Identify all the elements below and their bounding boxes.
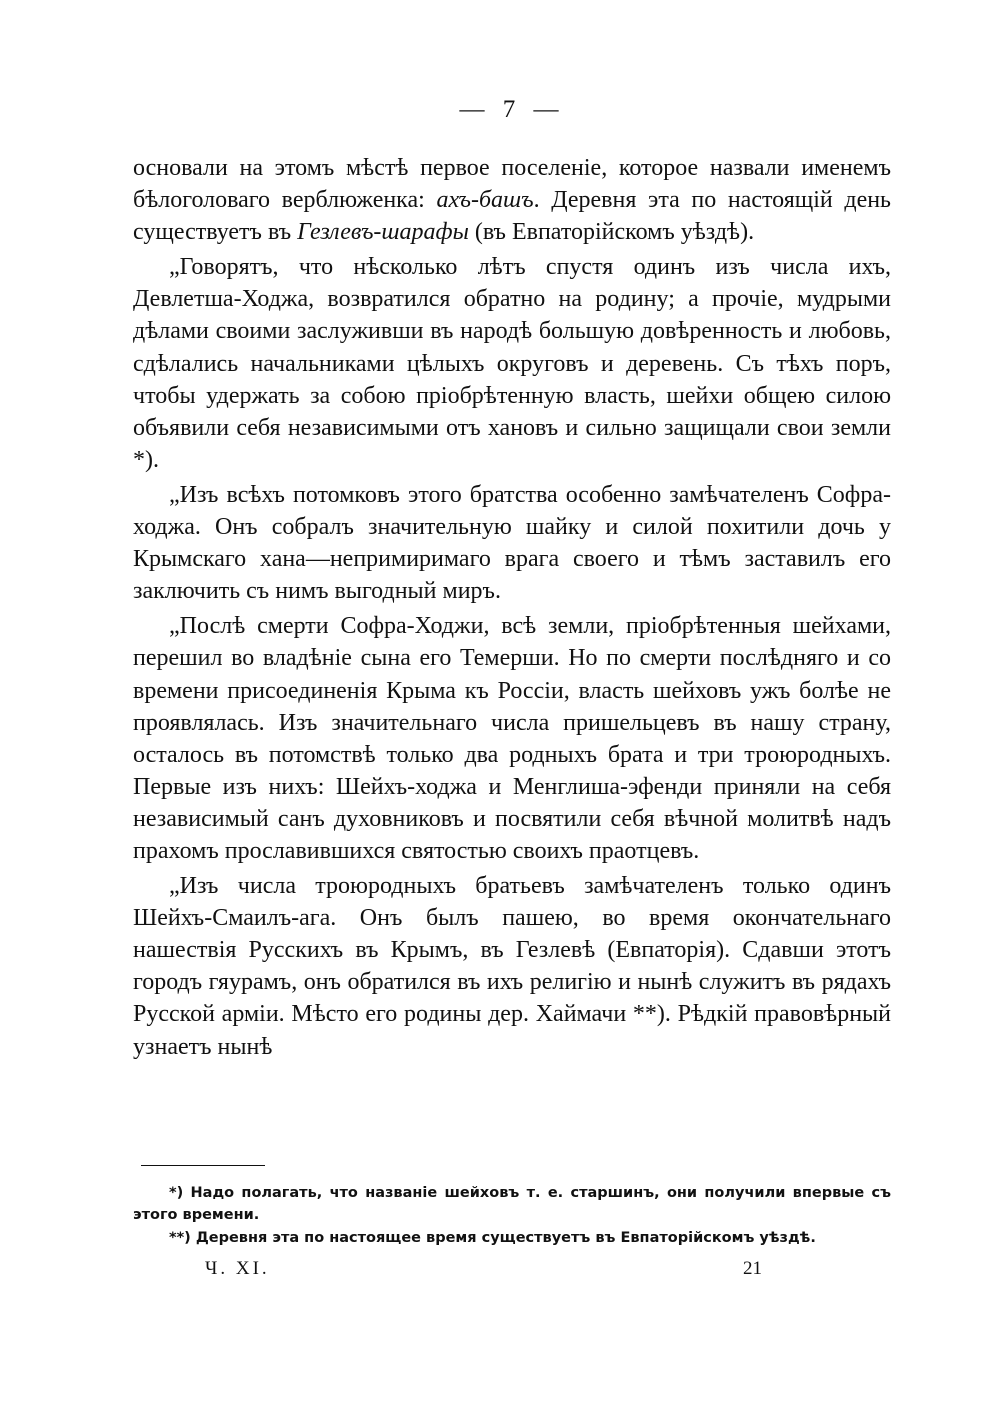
paragraph-2: „Говорятъ, что нѣсколько лѣтъ спустя одинъ изъ числа ихъ, Девлетша-Ходжа, возвратился обратно на родину; а прочіе, мудрыми дѣлами своими заслуживши въ народѣ большую довѣренность и любовь, сдѣлались начальниками цѣлыхъ округовъ и деревень. Съ тѣхъ поръ, чтобы удержать за собою пріобрѣтенную власть, шейхи общею силою объявили себя независимыми отъ хановъ и сильно защищали свои земли *). xyxy=(133,254,891,473)
footnote-1: *) Надо полагать, что названіе шейховъ т. е. старшинъ, они получили впервые съ этого времени. xyxy=(133,1185,891,1223)
page-number: — 7 — xyxy=(459,96,565,123)
paragraph-1 xyxy=(133,152,891,248)
printer-signature xyxy=(133,1258,891,1288)
paragraph-3: „Изъ всѣхъ потомковъ этого братства особенно замѣчателенъ Софра-ходжа. Онъ собралъ значительную шайку и силой похитили дочь у Крымскаго хана—непримиримаго врага своего и тѣмъ заставилъ его заключить съ нимъ выгодный миръ. xyxy=(133,481,891,605)
body-text xyxy=(133,152,891,1063)
document-page xyxy=(133,0,891,1424)
paragraph-5: „Изъ числа троюродныхъ братьевъ замѣчателенъ только одинъ Шейхъ-Смаилъ-ага. Онъ былъ пашею, во время окончательнаго нашествія Русскихъ въ Крымъ, въ Гезлевѣ (Евпаторія). Сдавши этотъ городъ гяурамъ, онъ обратился въ ихъ религію и нынѣ служитъ въ рядахъ Русской арміи. Мѣсто его родины дер. Хаймачи **). Рѣдкій правовѣрный узнаетъ нынѣ xyxy=(133,873,891,1060)
footnotes xyxy=(133,1182,891,1249)
paragraph-4: „Послѣ смерти Софра-Ходжи, всѣ земли, пріобрѣтенныя шейхами, перешил во владѣніе сына его Темерши. Но по смерти послѣдняго и со времени присоединенія Крыма къ Россіи, власть шейховъ ужъ болѣе не проявлялась. Изъ значительнаго числа пришельцевъ въ нашу страну, осталось въ потомствѣ только два родныхъ брата и три троюродныхъ. Первые изъ нихъ: Шейхъ-ходжа и Менглиша-эфенди приняли на себя независимый санъ духовниковъ и посвятили себя вѣчной молитвѣ надъ прахомъ прославившихся святостью своихъ праотцевъ. xyxy=(133,613,891,864)
italic-term-gezlev-sharafy: Гезлевъ-шарафы xyxy=(297,219,469,246)
signature-sheet-number: 21 xyxy=(743,1258,762,1279)
footnote-divider xyxy=(141,1165,265,1166)
paragraph-1-start: основали на этомъ мѣстѣ первое поселеніе, которое назвали именемъ бѣлоголоваго верблюженка: xyxy=(133,155,891,214)
signature-part: Ч. XI. xyxy=(205,1258,270,1279)
paragraph-1-end: (въ Евпаторійскомъ уѣздѣ). xyxy=(474,219,755,246)
italic-term-ah-bash: ахъ-башъ xyxy=(436,187,534,214)
footnote-2: **) Деревня эта по настоящее время существуетъ въ Евпаторійскомъ уѣздѣ. xyxy=(169,1230,816,1246)
paragraph-1-middle: . Деревня эта по настоящій день существуетъ въ xyxy=(133,187,892,246)
